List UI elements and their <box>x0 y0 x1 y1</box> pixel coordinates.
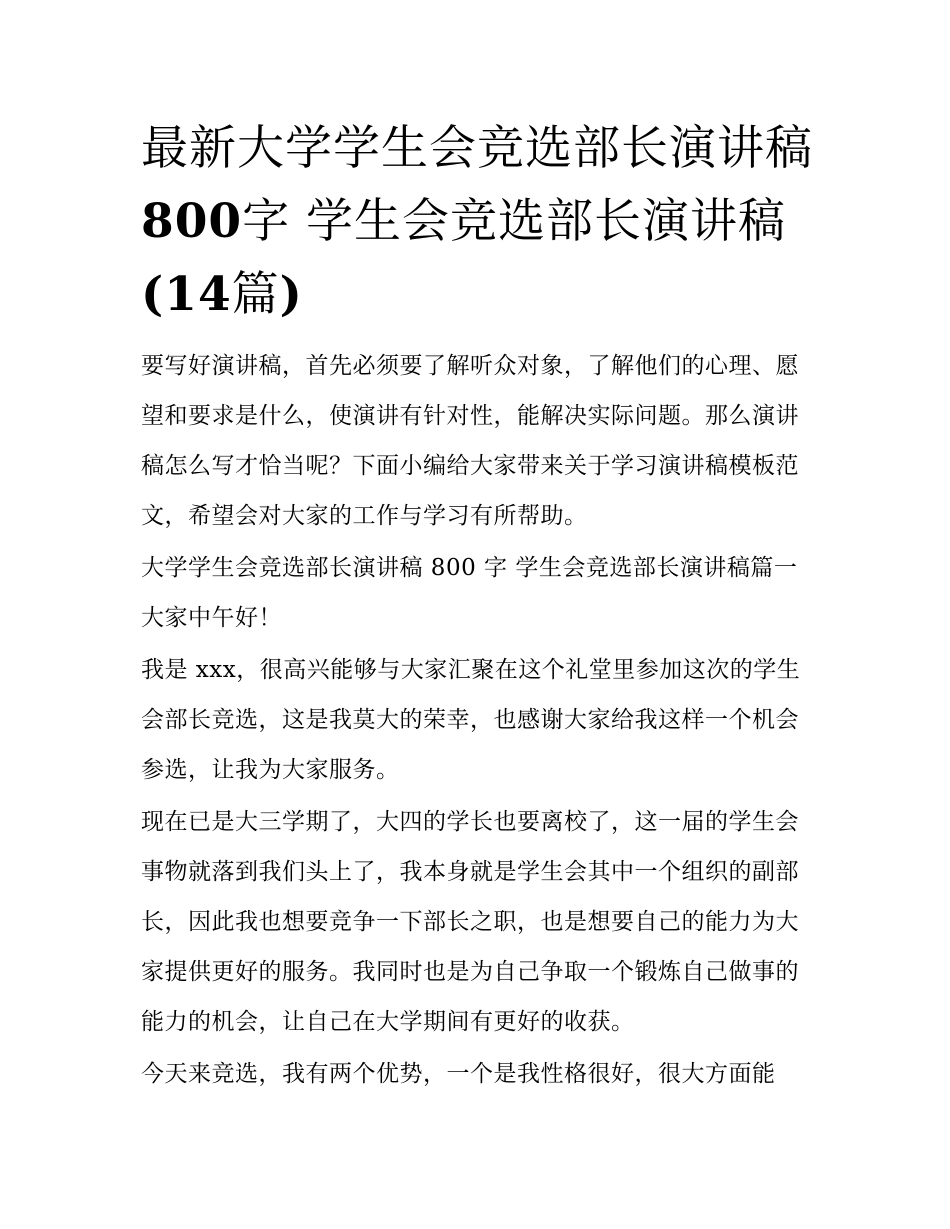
title-part: 最新大学学生会竞选部长演讲稿 <box>141 121 813 176</box>
title-part: 篇 <box>231 267 280 322</box>
paragraph: 我是 xxx，很高兴能够与大家汇聚在这个礼堂里参加这次的学生会部长竞选，这是我莫大的荣幸，也感谢大家给我这样一个机会参选，让我为大家服务。 <box>141 657 801 783</box>
document-body <box>141 112 813 1099</box>
paragraph: 大学学生会竞选部长演讲稿 800 字 学生会竞选部长演讲稿篇一 大家中午好！ <box>141 555 798 631</box>
paragraph: 现在已是大三学期了，大四的学长也要离校了，这一届的学生会事物就落到我们头上了，我本身就是学生会其中一个组织的副部长，因此我也想要竞争一下部长之职，也是想要自己的能力为大家提供更好的服务。我同时也是为自己争取一个锻炼自己做事的能力的机会，让自己在大学期间有更好的收获。 <box>141 809 799 1035</box>
title-part: (14 <box>141 267 232 322</box>
title-part: 字 学生会竞选部长演讲稿 <box>242 194 787 249</box>
title-part: ) <box>279 267 303 322</box>
paragraph: 今天来竞选，我有两个优势，一个是我性格很好，很大方面能 <box>141 1061 776 1087</box>
paragraph: 要写好演讲稿，首先必须要了解听众对象，了解他们的心理、愿望和要求是什么，使演讲有针对性，能解决实际问题。那么演讲稿怎么写才恰当呢？下面小编给大家带来关于学习演讲稿模板范文，希望会对大家的工作与学习有所帮助。 <box>141 353 799 529</box>
document-title <box>141 112 813 331</box>
title-part: 800 <box>141 194 243 249</box>
